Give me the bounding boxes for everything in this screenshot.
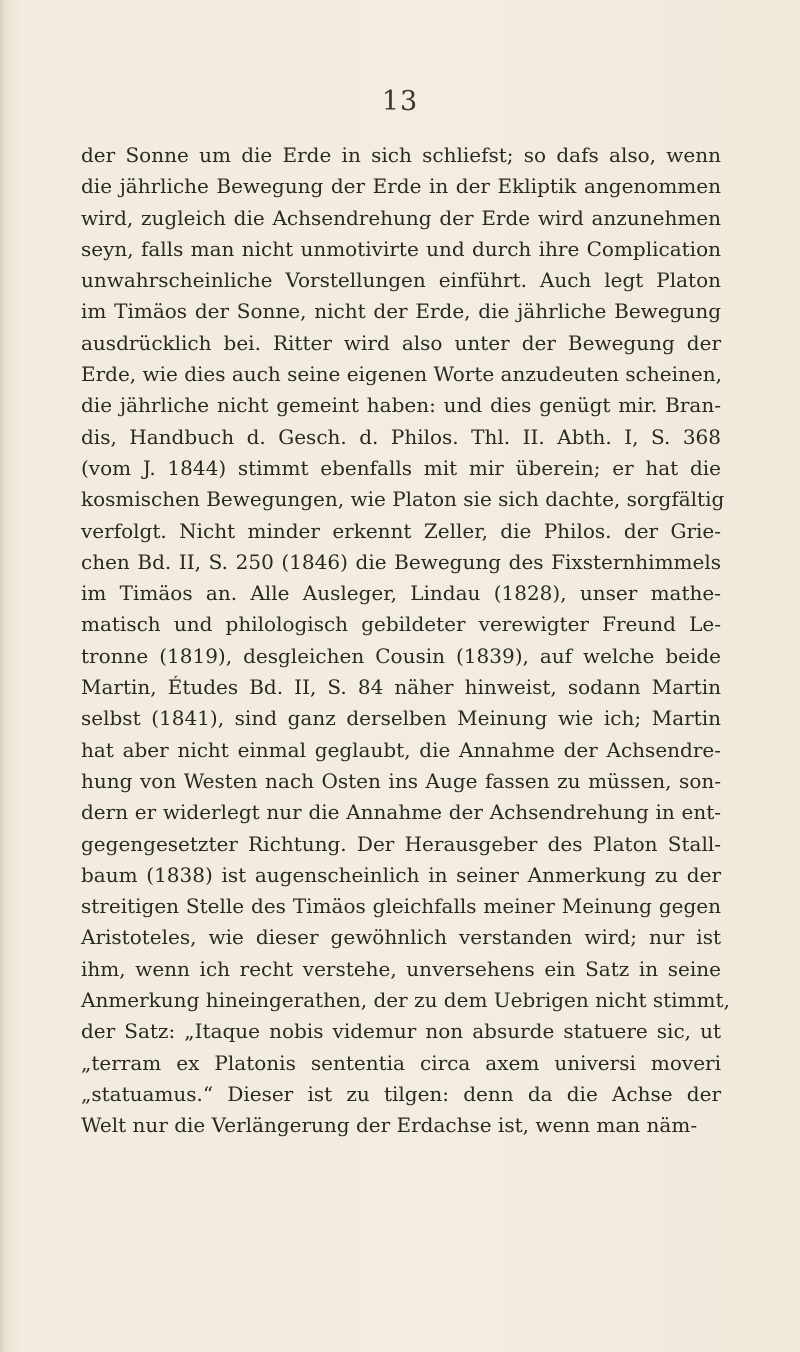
text-line: wird, zugleich die Achsendrehung der Erde wird anzunehmen bbox=[81, 205, 721, 230]
text-line: dern er widerlegt nur die Annahme der Achsendrehung in ent- bbox=[81, 800, 721, 825]
text-line: Aristoteles, wie dieser gewöhnlich verstanden wird; nur ist bbox=[81, 925, 721, 950]
text-line: streitigen Stelle des Timäos gleichfalls meiner Meinung gegen bbox=[81, 894, 721, 919]
text-line: matisch und philologisch gebildeter verewigter Freund Le- bbox=[81, 612, 721, 637]
text-line: selbst (1841), sind ganz derselben Meinung wie ich; Martin bbox=[81, 706, 721, 731]
text-line: baum (1838) ist augenscheinlich in seiner Anmerkung zu der bbox=[81, 862, 721, 887]
text-line: Welt nur die Verlängerung der Erdachse ist, wenn man näm- bbox=[81, 1113, 698, 1138]
text-line: ihm, wenn ich recht verstehe, unversehens ein Satz in seine bbox=[81, 956, 721, 981]
text-line: chen Bd. II, S. 250 (1846) die Bewegung des Fixsternhimmels bbox=[81, 549, 721, 574]
text-line: tronne (1819), desgleichen Cousin (1839), auf welche beide bbox=[81, 643, 721, 668]
text-line: (vom J. 1844) stimmt ebenfalls mit mir überein; er hat die bbox=[81, 455, 721, 480]
text-line: Erde, wie dies auch seine eigenen Worte anzudeuten scheinen, bbox=[81, 362, 722, 387]
text-line: im Timäos an. Alle Ausleger, Lindau (1828), unser mathe- bbox=[81, 581, 721, 606]
text-line: Martin, Études Bd. II, S. 84 näher hinweist, sodann Martin bbox=[81, 675, 721, 700]
text-line: ausdrücklich bei. Ritter wird also unter der Bewegung der bbox=[81, 330, 721, 355]
text-line: unwahrscheinliche Vorstellungen einführt. Auch legt Platon bbox=[81, 268, 721, 293]
text-line: die jährliche Bewegung der Erde in der Ekliptik angenommen bbox=[81, 174, 721, 199]
text-line: seyn, falls man nicht unmotivirte und durch ihre Complication bbox=[81, 236, 721, 261]
text-line: „terram ex Platonis sententia circa axem universi moveri bbox=[81, 1050, 721, 1075]
text-line: hat aber nicht einmal geglaubt, die Annahme der Achsendre- bbox=[81, 737, 721, 762]
text-line: dis, Handbuch d. Gesch. d. Philos. Thl. II. Abth. I, S. 368 bbox=[81, 424, 721, 449]
text-line: die jährliche nicht gemeint haben: und dies genügt mir. Bran- bbox=[81, 393, 721, 418]
text-line: gegengesetzter Richtung. Der Herausgeber des Platon Stall- bbox=[81, 831, 721, 856]
text-line: Anmerkung hineingerathen, der zu dem Uebrigen nicht stimmt, bbox=[81, 988, 730, 1013]
text-line: der Satz: „Itaque nobis videmur non absurde statuere sic, ut bbox=[81, 1019, 721, 1044]
text-line: hung von Westen nach Osten ins Auge fassen zu müssen, son- bbox=[81, 768, 721, 793]
text-line: im Timäos der Sonne, nicht der Erde, die jährliche Bewegung bbox=[81, 299, 721, 324]
body-text bbox=[81, 140, 730, 1142]
text-line: kosmischen Bewegungen, wie Platon sie sich dachte, sorgfältig bbox=[81, 487, 725, 512]
page-number: 13 bbox=[381, 86, 419, 117]
text-line: der Sonne um die Erde in sich schliefst; so dafs also, wenn bbox=[81, 143, 721, 167]
text-line: verfolgt. Nicht minder erkennt Zeller, die Philos. der Grie- bbox=[81, 518, 721, 543]
text-line: „statuamus.“ Dieser ist zu tilgen: denn da die Achse der bbox=[81, 1081, 721, 1106]
